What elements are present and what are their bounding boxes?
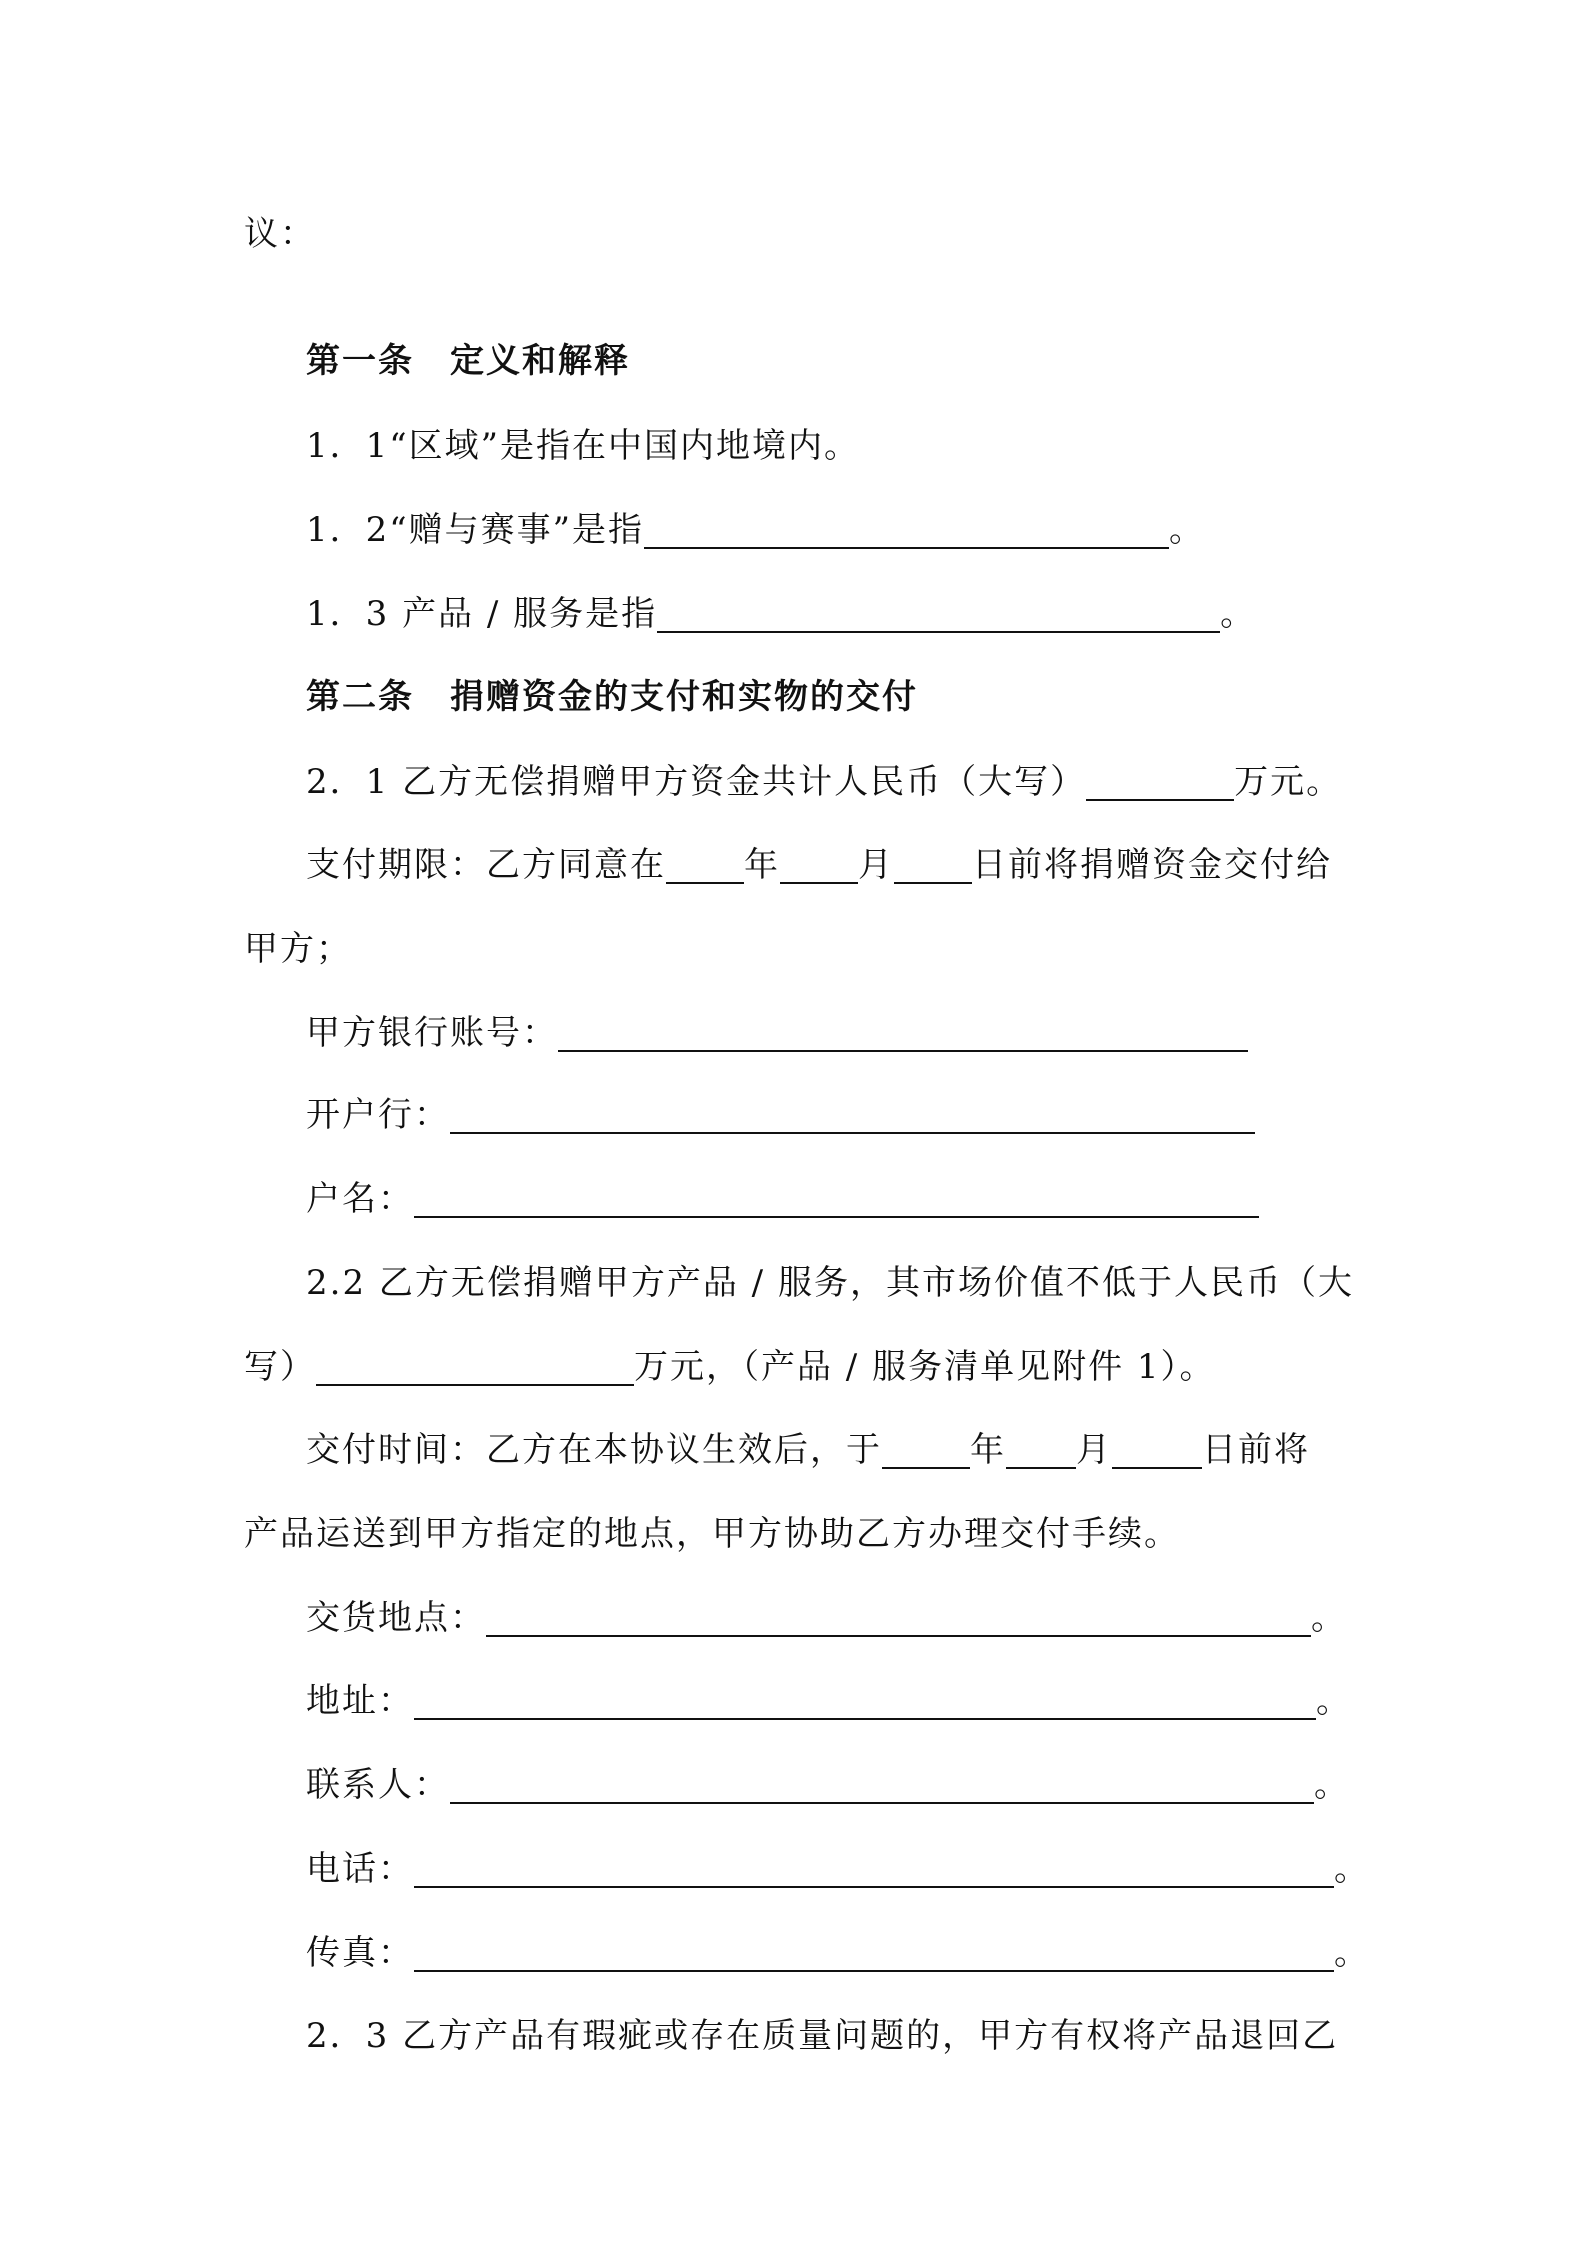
- day-blank[interactable]: [1112, 1431, 1202, 1469]
- year-blank[interactable]: [666, 846, 744, 884]
- delivery-place-blank[interactable]: [486, 1599, 1311, 1637]
- address-row: 地址： 。: [306, 1681, 1352, 1721]
- account-name-blank[interactable]: [414, 1180, 1259, 1218]
- payment-deadline-cont: 甲方；: [244, 929, 352, 969]
- contact-row: 联系人： 。: [306, 1765, 1350, 1805]
- address-blank[interactable]: [414, 1682, 1316, 1720]
- market-value-blank[interactable]: [316, 1348, 634, 1386]
- article-1-heading: 第一条 定义和解释: [306, 341, 630, 381]
- clause-2-3: 2．3 乙方产品有瑕疵或存在质量问题的，甲方有权将产品退回乙: [306, 2016, 1339, 2056]
- clause-1-3: 1．3 产品 / 服务是指 。: [306, 594, 1257, 634]
- amount-blank[interactable]: [1086, 763, 1234, 801]
- blank-field[interactable]: [644, 511, 1169, 549]
- month-blank[interactable]: [1006, 1431, 1076, 1469]
- phone-blank[interactable]: [414, 1850, 1334, 1888]
- clause-2-1: 2．1 乙方无偿捐赠甲方资金共计人民币（大写） 万元。: [306, 762, 1343, 802]
- delivery-place-row: 交货地点： 。: [306, 1598, 1347, 1638]
- account-name-row: 户名：: [306, 1177, 1259, 1221]
- day-blank[interactable]: [894, 846, 972, 884]
- fax-blank[interactable]: [414, 1934, 1334, 1972]
- phone-row: 电话： 。: [306, 1849, 1370, 1889]
- bank-name-row: 开户行：: [306, 1093, 1255, 1137]
- delivery-time-cont: 产品运送到甲方指定的地点，甲方协助乙方办理交付手续。: [244, 1514, 1180, 1554]
- delivery-time: 交付时间：乙方在本协议生效后，于 年 月 日前将: [306, 1430, 1310, 1470]
- contact-blank[interactable]: [450, 1766, 1314, 1804]
- month-blank[interactable]: [780, 846, 858, 884]
- payment-deadline: 支付期限：乙方同意在 年 月 日前将捐赠资金交付给: [306, 845, 1332, 885]
- clause-2-2-cont: 写） 万元，（产品 / 服务清单见附件 1）。: [244, 1347, 1216, 1387]
- clause-1-2: 1．2“赠与赛事”是指 。: [306, 510, 1206, 550]
- fax-row: 传真： 。: [306, 1933, 1370, 1973]
- bank-account-blank[interactable]: [558, 1014, 1248, 1052]
- clause-1-1: 1．1“区域”是指在中国内地境内。: [306, 426, 861, 466]
- article-2-heading: 第二条 捐赠资金的支付和实物的交付: [306, 677, 918, 717]
- continued-text: 议：: [244, 214, 316, 254]
- year-blank[interactable]: [882, 1431, 970, 1469]
- bank-account-row: 甲方银行账号：: [306, 1011, 1248, 1055]
- bank-name-blank[interactable]: [450, 1096, 1255, 1134]
- clause-2-2: 2.2 乙方无偿捐赠甲方产品 / 服务，其市场价值不低于人民币（大: [306, 1263, 1354, 1303]
- blank-field[interactable]: [657, 595, 1220, 633]
